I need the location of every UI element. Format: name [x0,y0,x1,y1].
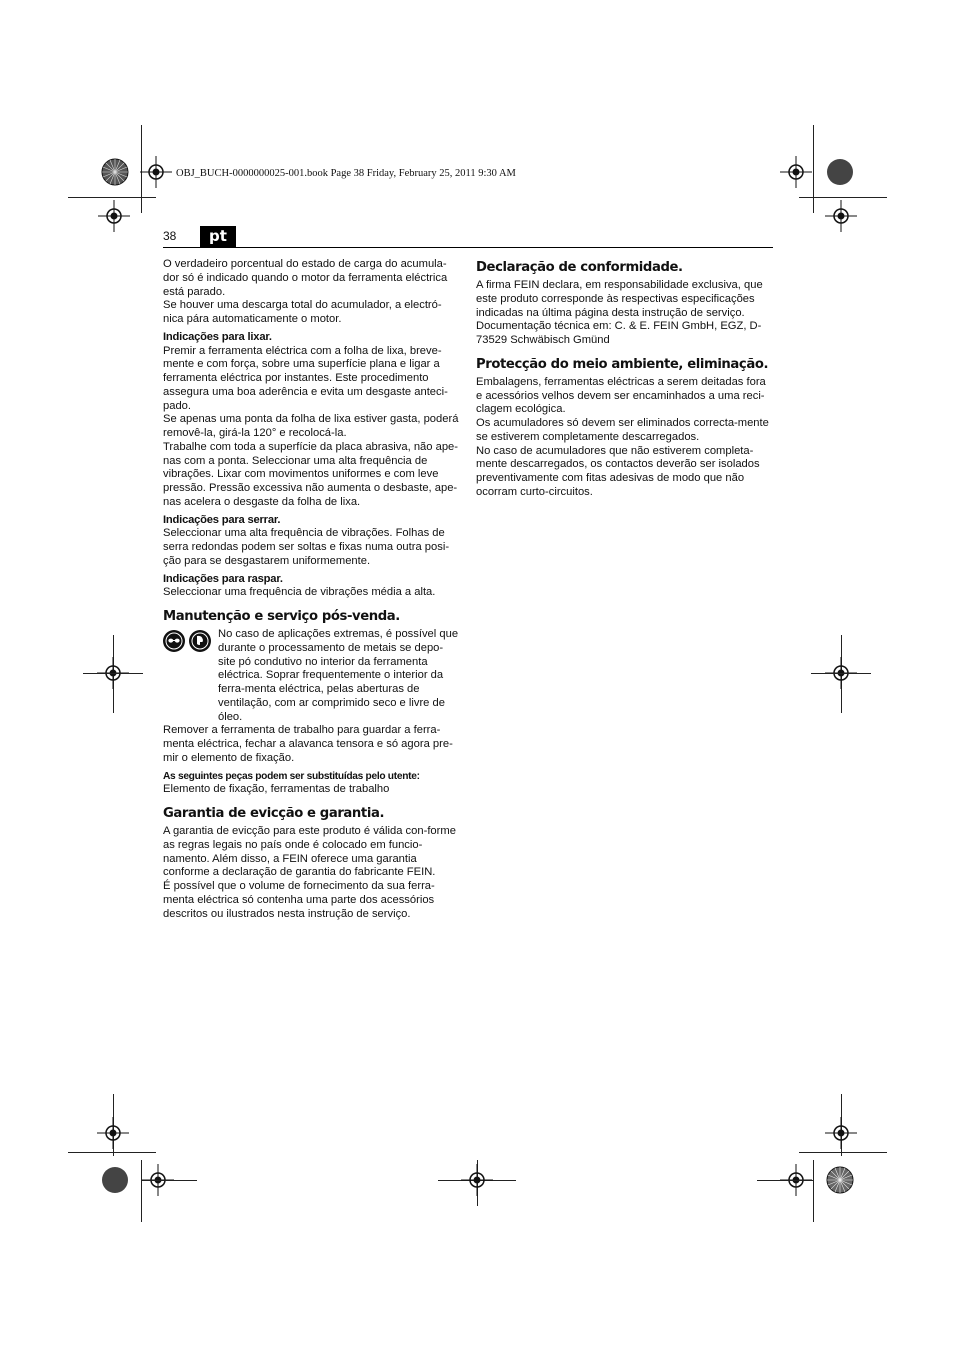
dust-mask-icon [189,630,211,652]
paragraph: Elemento de fixação, ferramentas de trabalho [163,783,390,796]
registration-mark-icon [98,200,130,232]
header-rule [163,247,773,248]
registration-mark-icon [825,200,857,232]
right-column [476,258,774,500]
star-target-icon [101,158,129,186]
heading-maintenance: Manutenção e serviço pós-venda. [163,609,400,624]
page-number: 38 [163,229,177,243]
paragraph: No caso de aplicações extremas, é possível que durante o processamento de metais se depo-site pó condutivo no interior da ferramenta eléctrica. Soprar frequentemente o interior da ferra-menta eléctrica, pelas aberturas de ventilação, com ar comprimido seco e livre de óleo. [218,628,459,723]
heading-environment: Protecção do meio ambiente, eliminação. [476,356,769,372]
registration-mark-icon [825,1117,857,1149]
subheading-sawing: Indicações para serrar. [163,513,281,526]
paragraph: Documentação técnica em: C. & E. FEIN GmbH, EGZ, D-73529 Schwäbisch Gmünd [476,320,762,346]
solid-target-icon [826,158,854,186]
eye-protection-icon [163,630,185,652]
registration-mark-icon [140,156,172,188]
language-badge: pt [200,226,236,247]
maintenance-icon-row [163,628,460,724]
heading-conformity: Declaração de conformidade. [476,260,683,275]
paragraph: Se apenas uma ponta da folha de lixa estiver gasta, poderá removê-la, girá-la 120° e recolocá-la. [163,413,459,439]
subheading-parts: As seguintes peças podem ser substituídas pelo utente: [163,770,420,782]
paragraph: No caso de acumuladores que não estiverem completa-mente descarregados, os contactos deverão ser isolados preventivamente com fitas adesivas de modo que não ocorram curto-circuitos. [476,444,760,498]
paragraph: Remover a ferramenta de trabalho para guardar a ferra-menta eléctrica, fechar a alavanca tensora e só agora pre-mir o elemento de fixação. [163,724,453,764]
paragraph: Premir a ferramenta eléctrica com a folha de lixa, breve-mente e com força, sobre uma superfície plana e ligar a ferramenta eléctrica por instantes. Este procedimento assegura uma boa aderência e evita um desgaste anteci-pado. [163,344,448,412]
registration-mark-icon [97,1117,129,1149]
paragraph: A garantia de evicção para este produto é válida con-forme as regras legais no país onde é colocado em funcio-namento. Além disso, a FEIN oferece uma garantia conforme a declaração de garantia do fabricante FEIN. [163,825,456,879]
paragraph: Embalagens, ferramentas eléctricas a serem deitadas fora e acessórios velhos devem ser encaminhados a uma reci-clagem ecológica. [476,375,766,416]
heading-warranty: Garantia de evicção e garantia. [163,806,385,821]
left-column [163,258,460,921]
paragraph: O verdadeiro porcentual do estado de carga do acumula-dor só é indicado quando o motor da ferramenta eléctrica está parado. [163,258,448,298]
star-target-icon [826,1166,854,1194]
subheading-scraping: Indicações para raspar. [163,572,283,585]
paragraph: Os acumuladores só devem ser eliminados correcta-mente se estiverem completamente descarregados. [476,417,769,443]
paragraph: Seleccionar uma frequência de vibrações média a alta. [163,586,436,599]
paragraph: Se houver uma descarga total do acumulador, a electró-nica pára automaticamente o motor. [163,299,442,325]
paragraph: Trabalhe com toda a superfície da placa abrasiva, não ape-nas com a ponta. Seleccionar uma alta frequência de vibrações. Lixar com movimentos uniformes e com leve pressão. Pressão excessiva não aumenta o desbaste, ape-nas acelera o desgaste da folha de lixa. [163,440,458,508]
subheading-sanding: Indicações para lixar. [163,330,272,343]
book-info-slug: OBJ_BUCH-0000000025-001.book Page 38 Friday, February 25, 2011 9:30 AM [176,168,516,179]
paragraph: A firma FEIN declara, em responsabilidade exclusiva, que este produto corresponde às respectivas especificações indicadas na última página desta instrução de serviço. [476,279,763,319]
paragraph: Seleccionar uma alta frequência de vibrações. Folhas de serra redondas podem ser soltas e fixas numa outra posi-ção para se desgastarem uniformemente. [163,527,450,567]
registration-mark-icon [780,156,812,188]
paragraph: É possível que o volume de fornecimento da sua ferra-menta eléctrica só contenha uma parte dos acessórios descritos ou ilustrados nesta instrução de serviço. [163,880,435,920]
solid-target-icon [101,1166,129,1194]
registration-mark-icon [461,1164,493,1196]
